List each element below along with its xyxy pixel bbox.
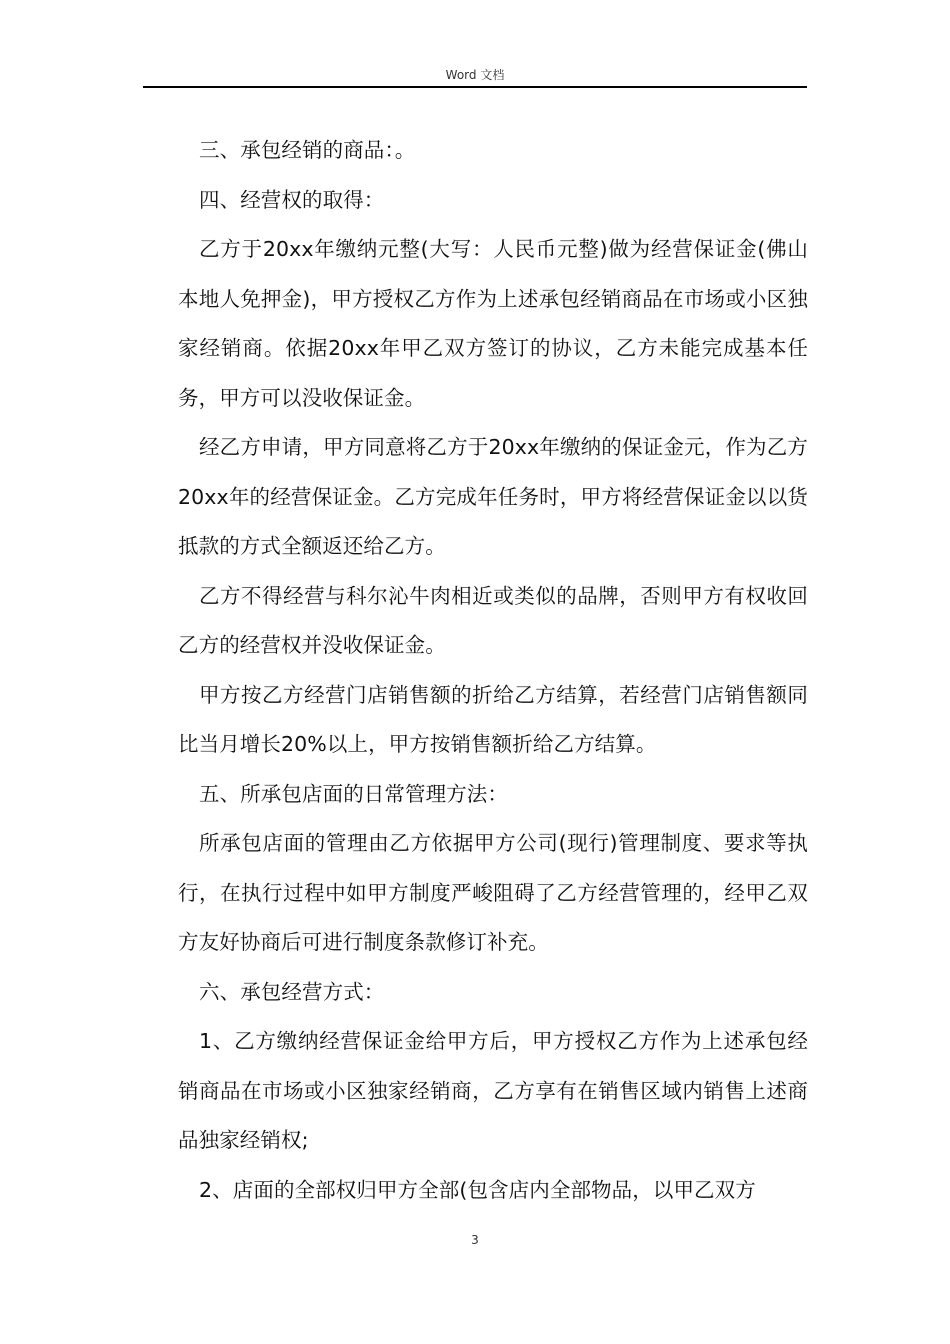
paragraph: 四、经营权的取得： — [199, 187, 385, 212]
paragraph: 1、乙方缴纳经营保证金给甲方后，甲方授权乙方作为上述承包经销商品在市场或小区独家经销商，乙方享有在销售区域内销售上述商品独家经销权; — [178, 1029, 808, 1152]
paragraph: 六、承包经营方式： — [199, 979, 385, 1004]
paragraph: 五、所承包店面的日常管理方法： — [199, 781, 508, 806]
paragraph: 甲方按乙方经营门店销售额的折给乙方结算，若经营门店销售额同比当月增长20%以上，甲方按销售额折给乙方结算。 — [178, 682, 808, 756]
paragraph: 三、承包经销的商品：。 — [199, 138, 416, 162]
paragraph: 乙方不得经营与科尔沁牛肉相近或类似的品牌，否则甲方有权收回乙方的经营权并没收保证金。 — [178, 583, 808, 657]
document-body — [178, 126, 808, 1215]
paragraph: 乙方于20xx年缴纳元整(大写：人民币元整)做为经营保证金(佛山本地人免押金)，甲方授权乙方作为上述承包经销商品在市场或小区独家经销商。依据20xx年甲乙双方签订的协议，乙方未能完成基本任务，甲方可以没收保证金。 — [178, 237, 808, 410]
paragraph: 经乙方申请，甲方同意将乙方于20xx年缴纳的保证金元，作为乙方20xx年的经营保证金。乙方完成年任务时，甲方将经营保证金以以货抵款的方式全额返还给乙方。 — [178, 435, 808, 558]
paragraph: 所承包店面的管理由乙方依据甲方公司(现行)管理制度、要求等执行，在执行过程中如甲方制度严峻阻碍了乙方经营管理的，经甲乙双方友好协商后可进行制度条款修订补充。 — [178, 831, 808, 954]
paragraph: 2、店面的全部权归甲方全部(包含店内全部物品，以甲乙双方 — [199, 1177, 756, 1202]
header-divider — [143, 86, 807, 88]
page-number: 3 — [471, 1233, 479, 1247]
page-header: Word 文档 — [445, 68, 505, 82]
